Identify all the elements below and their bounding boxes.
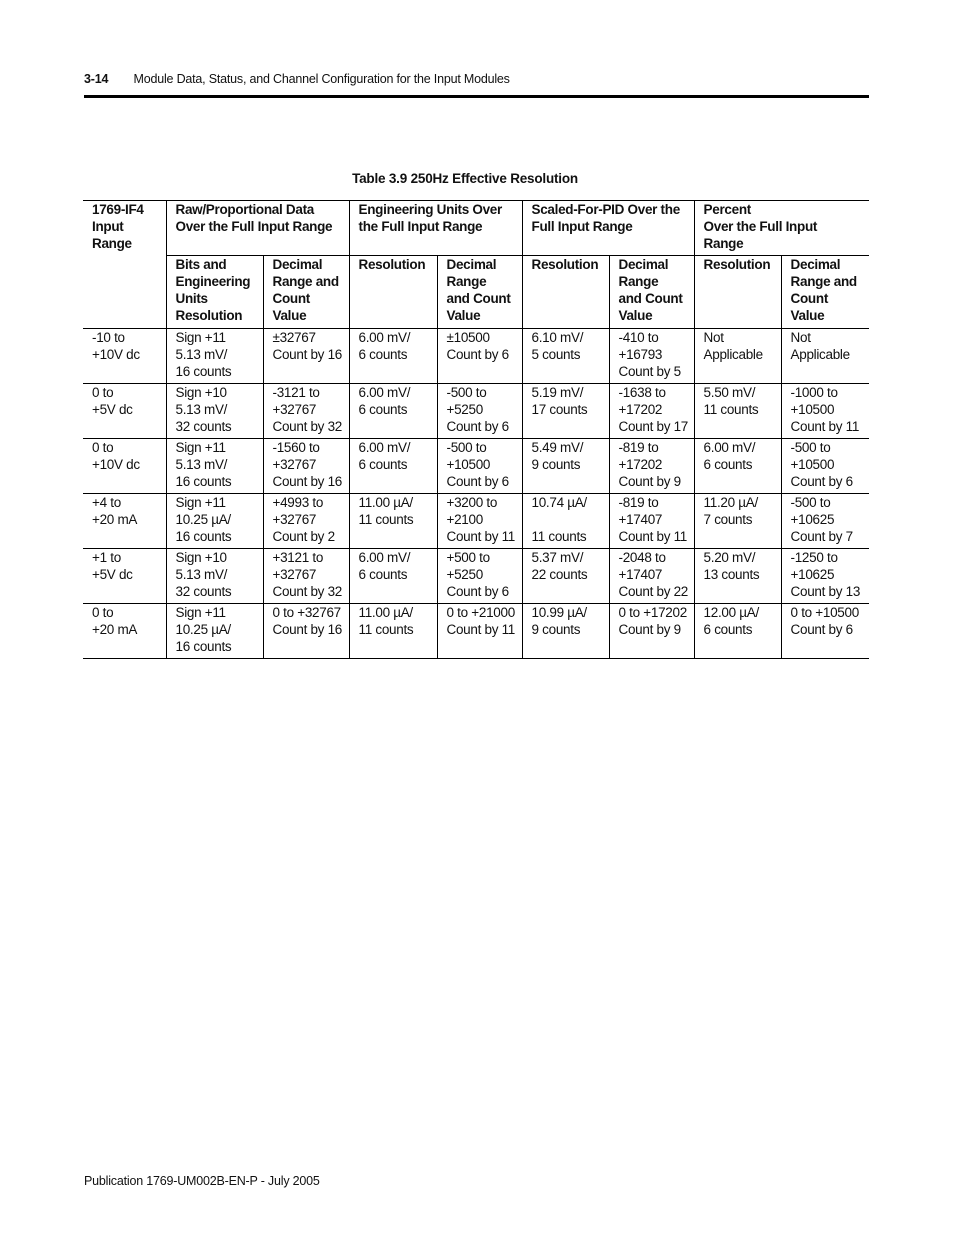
cell-line: Count by 16 [272,622,342,637]
cell-line: Count by 6 [446,419,509,434]
cell-pct-decimal-range [781,329,869,384]
cell-pct-resolution [694,329,781,384]
cell-line: 6 counts [703,457,753,472]
cell-line: +2100 [446,512,483,527]
cell-line: Range and [790,274,857,289]
cell-raw-decimal-range [263,439,349,494]
table-row [83,439,869,494]
cell-line: -410 to [618,330,659,345]
cell-raw-decimal-range [263,604,349,659]
cell-line: Count by 16 [272,347,342,362]
cell-line: 5.19 mV/ [531,385,584,400]
cell-line: Range [618,274,659,289]
page-number: 3-14 [84,72,109,86]
cell-line: +10500 [790,402,835,417]
cell-line: Count by 11 [446,622,516,637]
cell-line: 6.10 mV/ [531,330,584,345]
table-body [83,329,869,659]
cell-line: Percent [703,202,751,217]
cell-line: and Count [618,291,683,306]
cell-line: 6 counts [358,402,408,417]
cell-line: 11.00 µA/ [358,605,413,620]
cell-pct-resolution [694,494,781,549]
cell-line: Count by 5 [618,364,681,379]
header-scaled-for-pid [522,201,694,256]
cell-line: ±10500 [446,330,490,345]
cell-line: +10625 [790,512,835,527]
cell-line: 16 counts [175,474,232,489]
cell-line: +4 to [92,495,121,510]
cell-line: Resolution [531,257,599,272]
cell-line: +16793 [618,347,663,362]
table-row [83,549,869,604]
cell-line: Decimal [618,257,669,272]
cell-pct-resolution [694,439,781,494]
cell-line: 10.99 µA/ [531,605,587,620]
subheader-pid-decimal [609,256,694,329]
cell-line: Units [175,291,208,306]
cell-pid-resolution [522,494,609,549]
cell-line: +20 mA [92,512,138,527]
cell-line: Sign +11 [175,330,226,345]
cell-pct-decimal-range [781,439,869,494]
cell-line: 10.25 µA/ [175,622,231,637]
cell-line: 5 counts [531,347,581,362]
cell-line: -500 to [790,495,831,510]
cell-line: 5.37 mV/ [531,550,584,565]
cell-line: +17407 [618,567,663,582]
cell-line: Count by 9 [618,622,681,637]
cell-pid-resolution [522,384,609,439]
cell-line: Count by 22 [618,584,689,599]
cell-line: +10500 [790,457,835,472]
cell-line: 5.49 mV/ [531,440,584,455]
cell-pct-decimal-range [781,494,869,549]
header-rule [84,95,869,98]
cell-line: +5250 [446,402,483,417]
cell-pid-resolution [522,439,609,494]
cell-line: +5V dc [92,567,133,582]
cell-line: Count by 6 [446,584,509,599]
cell-line: Raw/Proportional Data [175,202,314,217]
cell-eng-decimal-range [437,604,522,659]
cell-line: Sign +10 [175,385,227,400]
cell-line: Value [618,308,653,323]
cell-eng-resolution [349,494,437,549]
cell-line: -10 to [92,330,125,345]
subheader-pct-resolution [694,256,781,329]
cell-line: -1638 to [618,385,666,400]
cell-line: Count by 6 [446,474,509,489]
cell-raw-decimal-range [263,549,349,604]
cell-line: Applicable [703,347,763,362]
cell-line: Count by 32 [272,419,342,434]
table-row [83,384,869,439]
cell-line: 0 to +21000 [446,605,515,620]
cell-line: Count by 6 [446,347,509,362]
cell-line: 5.13 mV/ [175,402,228,417]
cell-line: +4993 to [272,495,324,510]
cell-line: 5.13 mV/ [175,457,228,472]
cell-line: Count by 13 [790,584,861,599]
cell-line: Bits and [175,257,227,272]
chapter-title: Module Data, Status, and Channel Configuration for the Input Modules [133,72,510,86]
cell-line: Count [790,291,829,306]
cell-line: Input [92,219,124,234]
cell-raw-bits-resolution [166,494,263,549]
cell-line: +5250 [446,567,483,582]
cell-line: 0 to [92,440,114,455]
cell-line: Sign +11 [175,495,226,510]
subheader-pct-decimal [781,256,869,329]
cell-line: 1769-IF4 [92,202,144,217]
cell-pid-decimal-range [609,329,694,384]
cell-line: 16 counts [175,529,232,544]
cell-line: 6.00 mV/ [358,440,411,455]
cell-line: 6.00 mV/ [358,330,411,345]
cell-pid-decimal-range [609,494,694,549]
cell-pid-decimal-range [609,439,694,494]
cell-line: Count by 17 [618,419,689,434]
cell-line: Count [272,291,310,306]
cell-input-range [83,494,166,549]
cell-line: -500 to [790,440,831,455]
cell-line: -1560 to [272,440,320,455]
cell-line: Range [92,236,132,251]
cell-line: +10V dc [92,347,140,362]
cell-line: +500 to [446,550,490,565]
cell-line: Range and [272,274,339,289]
cell-line [532,511,605,528]
cell-line: Decimal [790,257,841,272]
cell-line: -500 to [446,440,487,455]
cell-line: +10500 [446,457,491,472]
cell-line: 11.00 µA/ [358,495,413,510]
cell-eng-resolution [349,604,437,659]
cell-line: Value [790,308,825,323]
cell-line: Decimal [446,257,497,272]
cell-input-range [83,549,166,604]
cell-raw-bits-resolution [166,329,263,384]
table-row [83,604,869,659]
cell-line: -3121 to [272,385,320,400]
cell-line: 0 to [92,605,114,620]
cell-line: 17 counts [531,402,588,417]
subheader-raw-decimal [263,256,349,329]
cell-line: Engineering Units Over [358,202,502,217]
header-input-range [83,201,166,329]
cell-line: Sign +10 [175,550,227,565]
cell-pct-decimal-range [781,384,869,439]
cell-raw-decimal-range [263,384,349,439]
cell-line: Count by 11 [618,529,688,544]
cell-line: ±32767 [272,330,316,345]
cell-line: 6 counts [358,347,408,362]
cell-raw-decimal-range [263,329,349,384]
cell-line: -1000 to [790,385,838,400]
publication-footer: Publication 1769-UM002B-EN-P - July 2005 [84,1174,320,1188]
cell-pct-decimal-range [781,549,869,604]
cell-line: Decimal [272,257,323,272]
cell-line: -819 to [618,440,659,455]
cell-pid-decimal-range [609,384,694,439]
cell-raw-bits-resolution [166,439,263,494]
cell-line: Resolution [175,308,243,323]
cell-line: Count by 11 [446,529,516,544]
cell-line: Count by 32 [272,584,342,599]
cell-line: Count by 6 [790,474,853,489]
cell-line: +10V dc [92,457,140,472]
cell-input-range [83,439,166,494]
cell-line: -1250 to [790,550,838,565]
cell-line: Count by 2 [272,529,335,544]
cell-eng-resolution [349,549,437,604]
cell-line: 6.00 mV/ [358,550,411,565]
cell-line: Scaled-For-PID Over the [531,202,680,217]
cell-line: 11.20 µA/ [703,495,758,510]
cell-line: +32767 [272,402,317,417]
cell-line: and Count [446,291,511,306]
header-raw-proportional [166,201,349,256]
cell-line: 6.00 mV/ [703,440,756,455]
cell-line: Range [446,274,487,289]
cell-pct-resolution [694,604,781,659]
cell-eng-decimal-range [437,439,522,494]
cell-line: +20 mA [92,622,138,637]
cell-raw-bits-resolution [166,384,263,439]
cell-line: Engineering [175,274,251,289]
cell-line: +3121 to [272,550,324,565]
cell-line: Not [703,330,724,345]
cell-line: 7 counts [703,512,753,527]
cell-line: 6.00 mV/ [358,385,411,400]
cell-pct-resolution [694,384,781,439]
cell-line: +3200 to [446,495,498,510]
cell-line: Applicable [790,347,850,362]
cell-line: 5.20 mV/ [703,550,756,565]
cell-pid-decimal-range [609,604,694,659]
cell-raw-bits-resolution [166,549,263,604]
cell-line: Over the Full Input Range [175,219,333,234]
cell-line: 16 counts [175,639,232,654]
cell-line: the Full Input Range [358,219,483,234]
cell-line: 0 to +32767 [272,605,341,620]
cell-line: Count by 7 [790,529,853,544]
cell-line: Resolution [703,257,771,272]
cell-line: 9 counts [531,622,581,637]
subheader-pid-resolution [522,256,609,329]
subheader-raw-bits [166,256,263,329]
running-header [84,72,510,86]
cell-line: 22 counts [531,567,588,582]
cell-line: Full Input Range [531,219,633,234]
cell-eng-resolution [349,384,437,439]
cell-pid-decimal-range [609,549,694,604]
cell-input-range [83,384,166,439]
cell-line: 5.13 mV/ [175,567,228,582]
cell-line: -2048 to [618,550,666,565]
cell-line: 6 counts [358,567,408,582]
cell-raw-decimal-range [263,494,349,549]
cell-eng-resolution [349,329,437,384]
subheader-eng-resolution [349,256,437,329]
cell-eng-resolution [349,439,437,494]
cell-line: 5.50 mV/ [703,385,756,400]
cell-line: 32 counts [175,419,232,434]
cell-line: 6 counts [358,457,408,472]
cell-line: 16 counts [175,364,232,379]
cell-line: 10.74 µA/ [531,495,587,510]
table-caption: Table 3.9 250Hz Effective Resolution [352,171,578,186]
cell-line: 32 counts [175,584,232,599]
cell-line: Over the Full Input [703,219,818,234]
cell-pct-decimal-range [781,604,869,659]
cell-eng-decimal-range [437,549,522,604]
cell-line: Range [703,236,744,251]
cell-line: 11 counts [358,512,414,527]
cell-line: 11 counts [703,402,759,417]
header-engineering-units [349,201,522,256]
cell-line: 0 to [92,385,114,400]
cell-line: -500 to [446,385,487,400]
cell-line: +17407 [618,512,663,527]
cell-pid-resolution [522,329,609,384]
cell-line: 10.25 µA/ [175,512,231,527]
cell-line: Value [446,308,481,323]
cell-line: Count by 9 [618,474,681,489]
cell-input-range [83,329,166,384]
cell-line: Sign +11 [175,440,226,455]
cell-line: 11 counts [358,622,414,637]
header-percent [694,201,869,256]
cell-line: 11 counts [531,529,587,544]
cell-line: 0 to +17202 [618,605,687,620]
cell-line: +5V dc [92,402,133,417]
cell-line: +32767 [272,457,317,472]
cell-pid-resolution [522,549,609,604]
cell-line: +32767 [272,512,317,527]
cell-line: 13 counts [703,567,760,582]
cell-line: Count by 6 [790,622,853,637]
cell-line: Count by 16 [272,474,342,489]
cell-eng-decimal-range [437,329,522,384]
effective-resolution-table [83,200,869,659]
table-row [83,329,869,384]
cell-line: Resolution [358,257,426,272]
cell-pid-resolution [522,604,609,659]
cell-eng-decimal-range [437,384,522,439]
cell-line: +10625 [790,567,835,582]
cell-line: -819 to [618,495,659,510]
cell-line: +17202 [618,402,663,417]
table-row [83,494,869,549]
cell-raw-bits-resolution [166,604,263,659]
cell-line: Not [790,330,811,345]
cell-line: Count by 11 [790,419,860,434]
cell-pct-resolution [694,549,781,604]
cell-line: 5.13 mV/ [175,347,228,362]
cell-line: 0 to +10500 [790,605,859,620]
subheader-eng-decimal [437,256,522,329]
cell-line: 12.00 µA/ [703,605,759,620]
cell-line: Sign +11 [175,605,226,620]
cell-line: 9 counts [531,457,581,472]
cell-line: Value [272,308,307,323]
cell-line: +1 to [92,550,121,565]
cell-eng-decimal-range [437,494,522,549]
cell-line: +17202 [618,457,663,472]
cell-line: +32767 [272,567,317,582]
cell-line: 6 counts [703,622,753,637]
cell-input-range [83,604,166,659]
